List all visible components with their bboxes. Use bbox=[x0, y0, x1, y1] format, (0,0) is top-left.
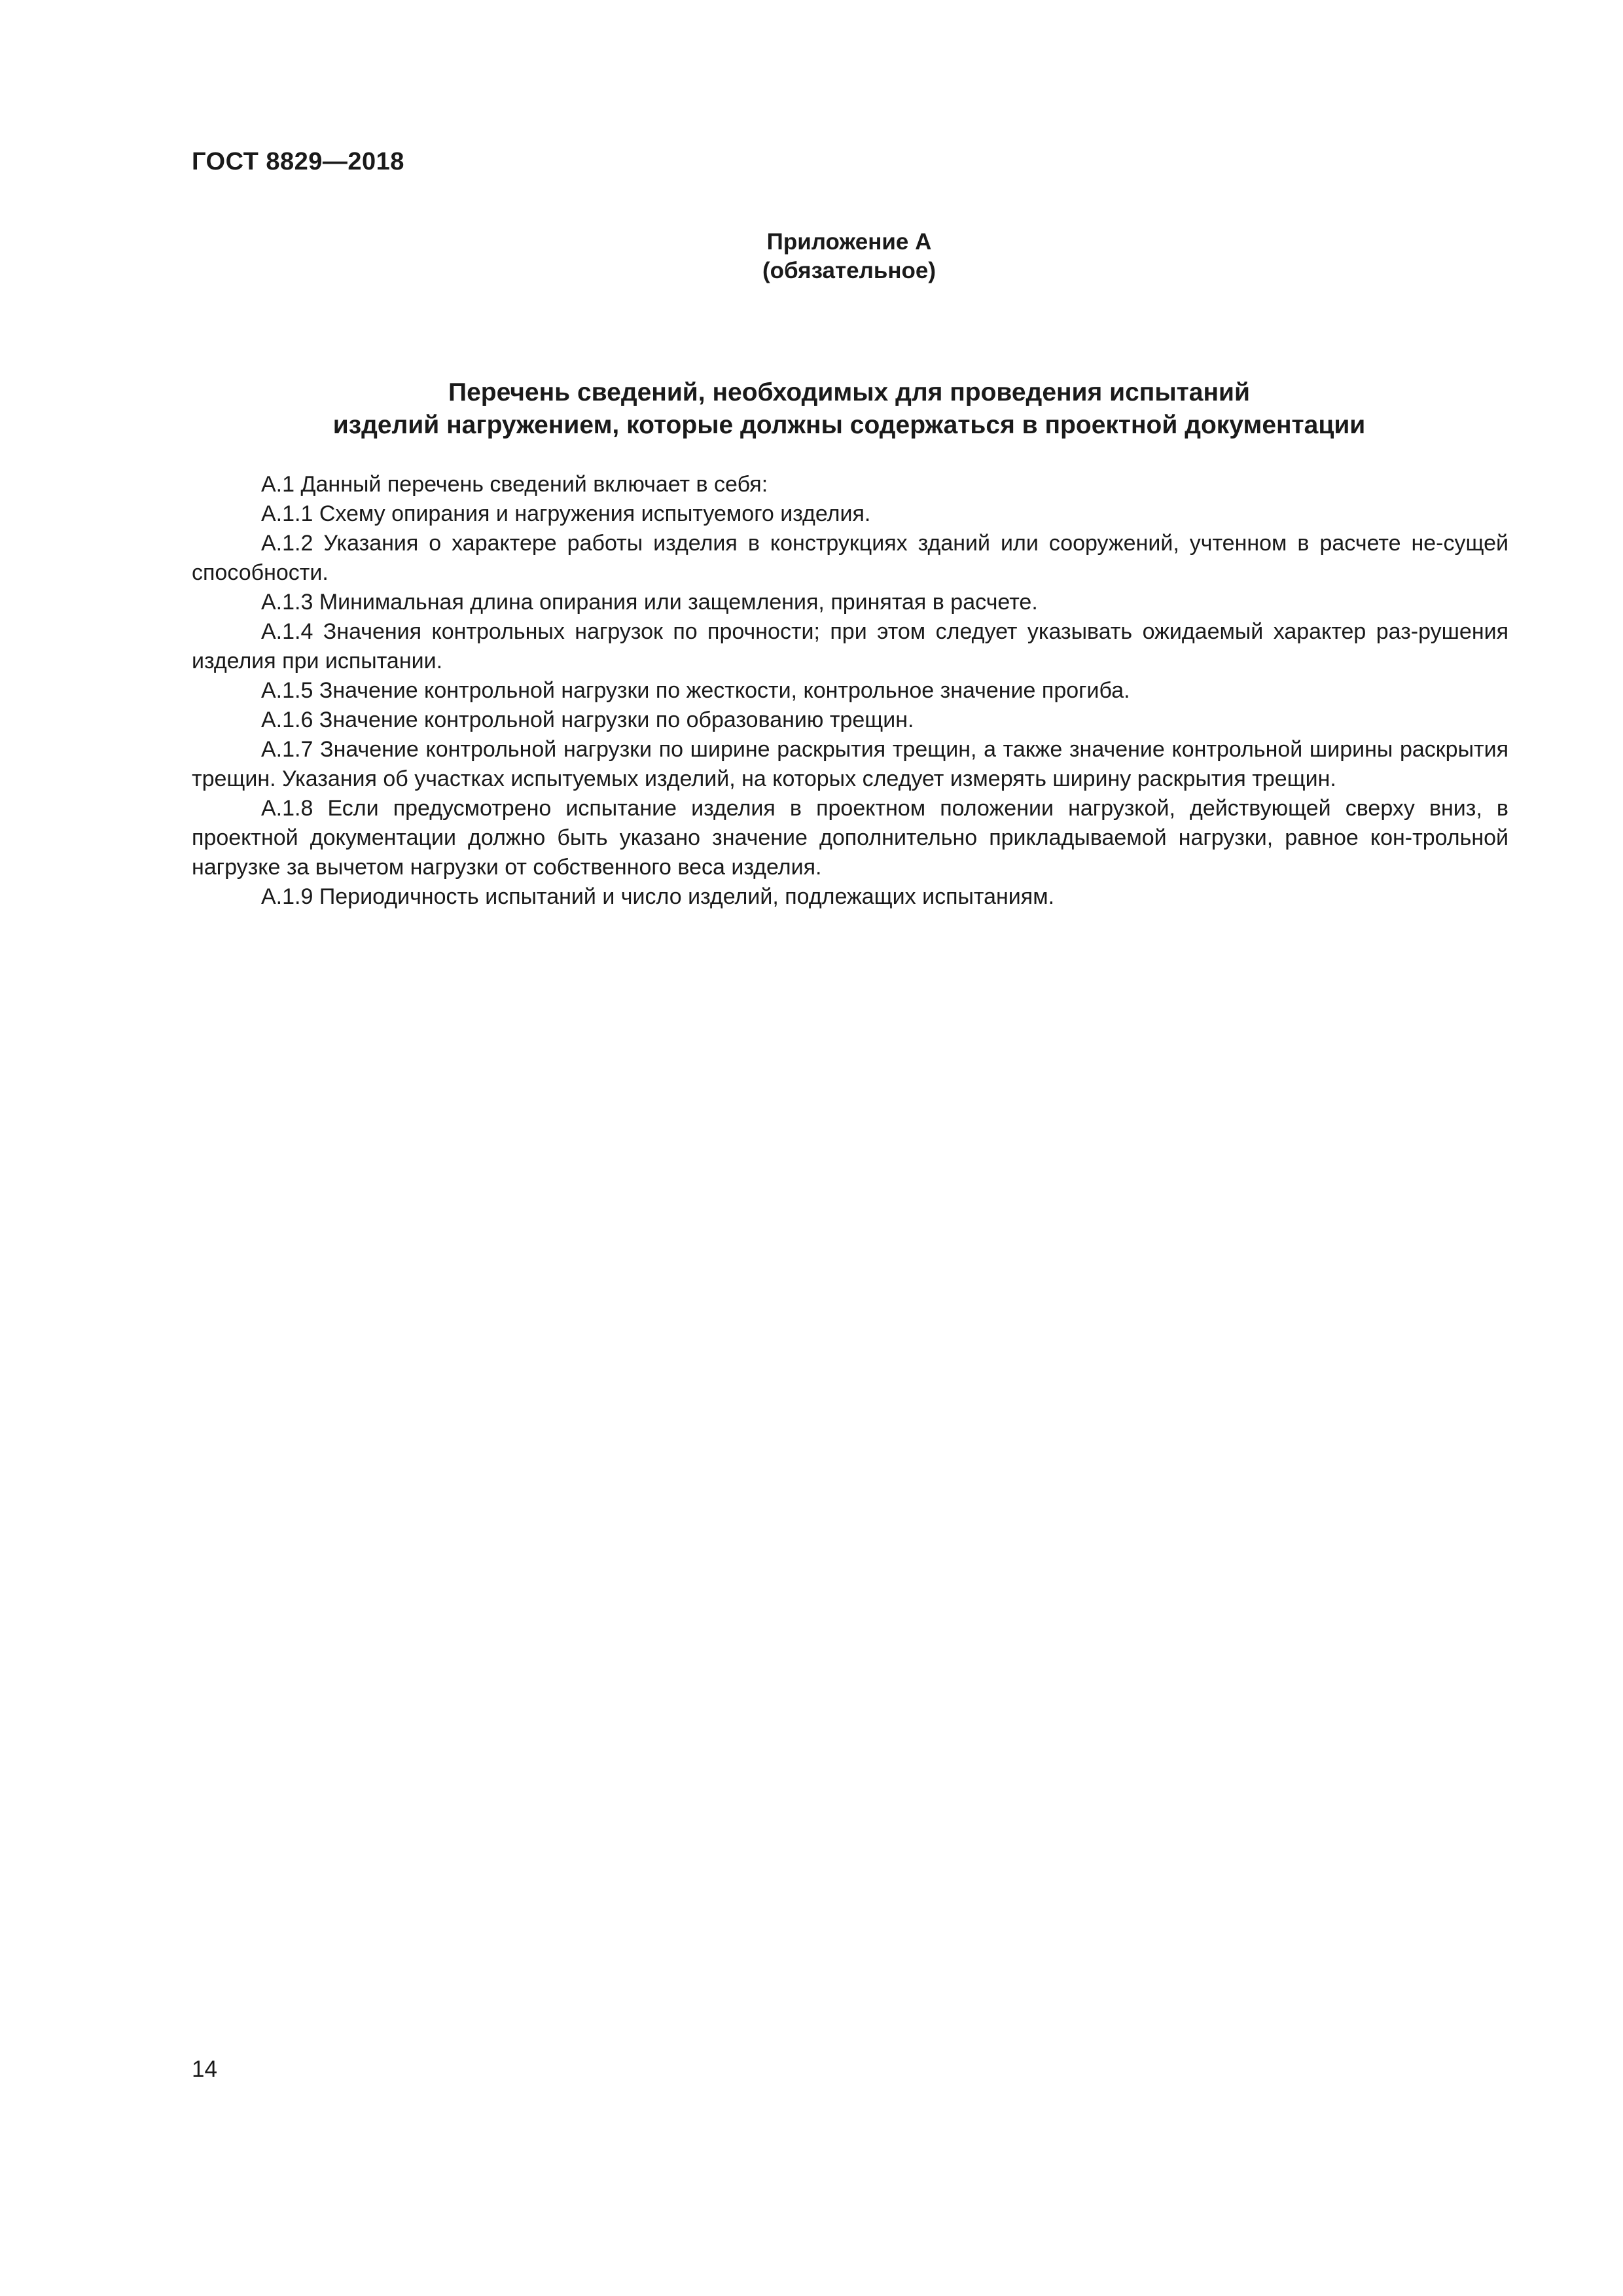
appendix-title-line-1: Перечень сведений, необходимых для проведения испытаний bbox=[448, 378, 1250, 406]
appendix-label: Приложение А bbox=[766, 229, 932, 255]
paragraph-a1-7: А.1.7 Значение контрольной нагрузки по ширине раскрытия трещин, а также значение контрольной ширины раскрытия трещин. Указания об участках испытуемых изделий, на которых следует измерять ширину раскрытия трещин. bbox=[192, 737, 1508, 791]
paragraph-a1-9: А.1.9 Периодичность испытаний и число изделий, подлежащих испытаниям. bbox=[261, 884, 1055, 909]
paragraph-a1-6: А.1.6 Значение контрольной нагрузки по образованию трещин. bbox=[261, 708, 914, 732]
appendix-title-line-2: изделий нагружением, которые должны содержаться в проектной документации bbox=[332, 411, 1366, 439]
appendix-status: (обязательное) bbox=[762, 258, 936, 283]
paragraph-a1: А.1 Данный перечень сведений включает в себя: bbox=[261, 472, 768, 497]
paragraph-a1-1: А.1.1 Схему опирания и нагружения испытуемого изделия. bbox=[261, 501, 871, 526]
paragraph-a1-5: А.1.5 Значение контрольной нагрузки по жесткости, контрольное значение прогиба. bbox=[261, 678, 1130, 703]
paragraph-a1-4: А.1.4 Значения контрольных нагрузок по прочности; при этом следует указывать ожидаемый характер раз-рушения изделия при испытании. bbox=[192, 619, 1508, 673]
appendix-title bbox=[0, 376, 1623, 442]
page-number: 14 bbox=[192, 2056, 217, 2082]
paragraph-a1-3: А.1.3 Минимальная длина опирания или защемления, принятая в расчете. bbox=[261, 590, 1038, 615]
paragraph-a1-2: А.1.2 Указания о характере работы изделия в конструкциях зданий или сооружений, учтенном в расчете не-сущей способности. bbox=[192, 531, 1508, 585]
appendix-body bbox=[192, 470, 1508, 912]
appendix-heading bbox=[0, 228, 1623, 285]
document-standard-number: ГОСТ 8829—2018 bbox=[192, 148, 404, 175]
paragraph-a1-8: А.1.8 Если предусмотрено испытание изделия в проектном положении нагрузкой, действующей сверху вниз, в проектной документации должно быть указано значение дополнительно прикладываемой нагрузки, равное кон-трольной нагрузке за вычетом нагрузки от собственного веса изделия. bbox=[192, 796, 1508, 880]
